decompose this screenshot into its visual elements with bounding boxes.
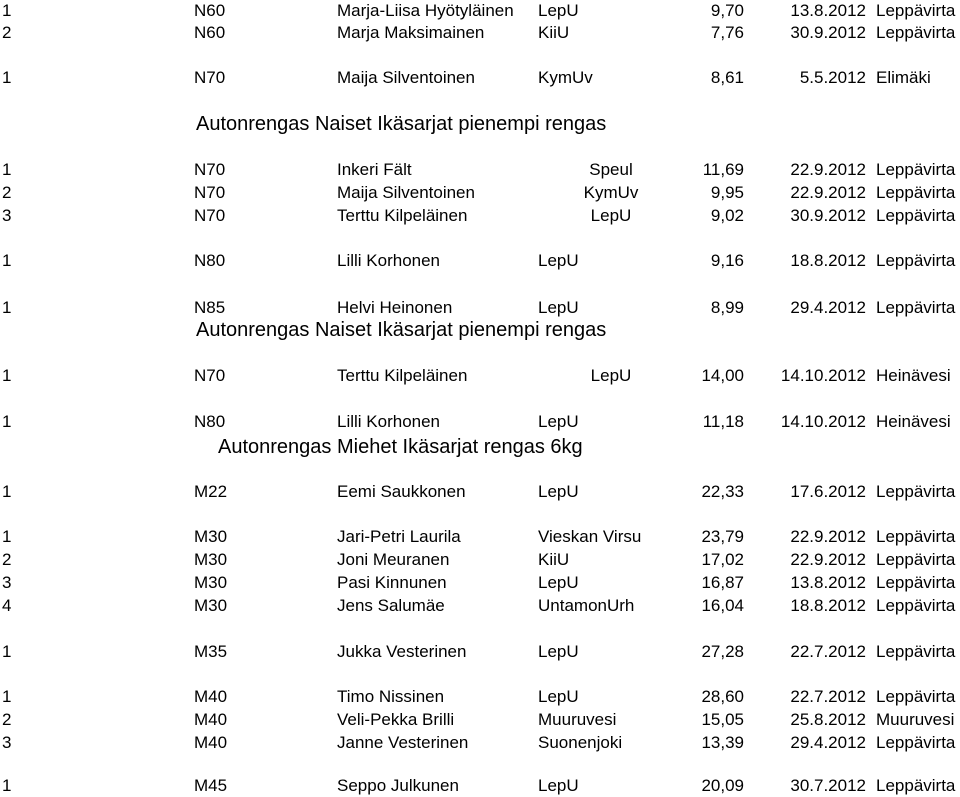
result-cell: 9,70 [710,1,744,20]
place-cell: 1 [2,298,12,317]
club-cell: KymUv [583,183,639,202]
date-cell: 13.8.2012 [790,1,866,20]
table-row [0,159,960,181]
name-cell: Marja Maksimainen [337,23,485,42]
result-cell: 11,69 [702,160,744,179]
table-row [0,641,960,663]
club-cell: LepU [590,366,632,385]
venue-cell: Leppävirta [876,596,956,615]
class-cell: N70 [194,206,226,225]
venue-cell: Leppävirta [876,482,956,501]
result-cell: 14,00 [701,366,744,385]
name-cell: Terttu Kilpeläinen [337,206,468,225]
result-cell: 13,39 [701,733,744,752]
club-cell: KymUv [538,68,593,87]
place-cell: 3 [2,573,12,592]
date-cell: 22.9.2012 [790,183,866,202]
class-cell: M45 [194,776,228,795]
class-cell: M30 [194,596,228,615]
class-cell: N70 [194,366,226,385]
venue-cell: Leppävirta [876,776,956,795]
venue-cell: Heinävesi [876,412,951,431]
table-row [0,709,960,731]
table-row [0,22,960,44]
date-cell: 18.8.2012 [790,251,866,270]
result-cell: 8,61 [710,68,744,87]
venue-cell: Leppävirta [876,642,956,661]
class-cell: N80 [194,251,226,270]
class-cell: M30 [194,550,228,569]
venue-cell: Leppävirta [876,183,956,202]
class-cell: M40 [194,710,228,729]
club-cell: Suonenjoki [538,733,623,752]
venue-cell: Leppävirta [876,733,956,752]
result-cell: 27,28 [701,642,744,661]
table-row [0,526,960,548]
club-cell: Speul [589,160,633,179]
result-cell: 7,76 [710,23,744,42]
table-row [0,572,960,594]
table-row [0,250,960,272]
place-cell: 3 [2,206,12,225]
place-cell: 1 [2,160,12,179]
name-cell: Seppo Julkunen [337,776,459,795]
result-cell: 9,02 [710,206,744,225]
name-cell: Helvi Heinonen [337,298,453,317]
club-cell: LepU [538,298,579,317]
name-cell: Lilli Korhonen [337,412,441,431]
date-cell: 29.4.2012 [790,298,866,317]
place-cell: 1 [2,251,12,270]
venue-cell: Leppävirta [876,527,956,546]
result-cell: 9,16 [710,251,744,270]
date-cell: 5.5.2012 [799,68,866,87]
name-cell: Janne Vesterinen [337,733,469,752]
place-cell: 1 [2,68,12,87]
table-row [0,595,960,617]
venue-cell: Muuruvesi [876,710,955,729]
date-cell: 22.7.2012 [790,687,866,706]
date-cell: 22.9.2012 [790,527,866,546]
venue-cell: Heinävesi [876,366,951,385]
result-cell: 20,09 [701,776,744,795]
venue-cell: Leppävirta [876,573,956,592]
result-cell: 28,60 [701,687,744,706]
club-cell: LepU [538,776,579,795]
place-cell: 1 [2,642,12,661]
date-cell: 22.9.2012 [790,160,866,179]
venue-cell: Elimäki [876,68,931,87]
date-cell: 30.7.2012 [790,776,866,795]
club-cell: KiiU [538,23,570,42]
table-row [0,0,960,22]
name-cell: Marja-Liisa Hyötyläinen [337,1,514,20]
class-cell: M30 [194,527,228,546]
class-cell: M22 [194,482,228,501]
name-cell: Joni Meuranen [337,550,450,569]
result-cell: 8,99 [710,298,744,317]
section-heading: Autonrengas Naiset Ikäsarjat pienempi rengas [196,319,607,341]
name-cell: Maija Silventoinen [337,68,475,87]
class-cell: M40 [194,687,228,706]
place-cell: 2 [2,183,12,202]
club-cell: LepU [538,412,579,431]
date-cell: 14.10.2012 [780,412,866,431]
place-cell: 3 [2,733,12,752]
table-row [0,481,960,503]
result-cell: 15,05 [701,710,744,729]
date-cell: 17.6.2012 [790,482,866,501]
date-cell: 22.7.2012 [790,642,866,661]
club-cell: LepU [538,251,579,270]
table-row [0,182,960,204]
place-cell: 4 [2,596,12,615]
date-cell: 13.8.2012 [790,573,866,592]
table-row [0,411,960,433]
name-cell: Lilli Korhonen [337,251,441,270]
club-cell: LepU [538,642,579,661]
club-cell: Muuruvesi [538,710,617,729]
place-cell: 1 [2,527,12,546]
place-cell: 1 [2,1,12,20]
venue-cell: Leppävirta [876,160,956,179]
date-cell: 14.10.2012 [780,366,866,385]
result-cell: 16,04 [701,596,744,615]
venue-cell: Leppävirta [876,1,956,20]
name-cell: Eemi Saukkonen [337,482,466,501]
place-cell: 2 [2,710,12,729]
result-cell: 22,33 [701,482,744,501]
venue-cell: Leppävirta [876,687,956,706]
venue-cell: Leppävirta [876,23,956,42]
class-cell: N60 [194,1,226,20]
result-cell: 23,79 [701,527,744,546]
class-cell: M35 [194,642,228,661]
club-cell: KiiU [538,550,570,569]
place-cell: 1 [2,687,12,706]
result-cell: 11,18 [702,412,744,431]
class-cell: N60 [194,23,226,42]
table-row [0,686,960,708]
date-cell: 30.9.2012 [790,23,866,42]
name-cell: Inkeri Fält [337,160,412,179]
result-cell: 9,95 [710,183,744,202]
club-cell: LepU [538,482,579,501]
name-cell: Maija Silventoinen [337,183,475,202]
table-row [0,365,960,387]
name-cell: Timo Nissinen [337,687,445,706]
class-cell: N70 [194,183,226,202]
place-cell: 1 [2,366,12,385]
venue-cell: Leppävirta [876,206,956,225]
table-row [0,775,960,797]
table-row [0,732,960,754]
table-row [0,297,960,319]
date-cell: 29.4.2012 [790,733,866,752]
name-cell: Terttu Kilpeläinen [337,366,468,385]
class-cell: M30 [194,573,228,592]
venue-cell: Leppävirta [876,550,956,569]
club-cell: UntamonUrh [538,596,635,615]
result-cell: 17,02 [701,550,744,569]
place-cell: 2 [2,550,12,569]
name-cell: Jukka Vesterinen [337,642,467,661]
section-heading: Autonrengas Miehet Ikäsarjat rengas 6kg [218,436,583,458]
venue-cell: Leppävirta [876,251,956,270]
name-cell: Veli-Pekka Brilli [337,710,455,729]
class-cell: N80 [194,412,226,431]
class-cell: N70 [194,68,226,87]
class-cell: M40 [194,733,228,752]
name-cell: Jari-Petri Laurila [337,527,461,546]
date-cell: 18.8.2012 [790,596,866,615]
table-row [0,205,960,227]
name-cell: Pasi Kinnunen [337,573,447,592]
table-row [0,67,960,89]
name-cell: Jens Salumäe [337,596,445,615]
place-cell: 1 [2,482,12,501]
class-cell: N85 [194,298,226,317]
date-cell: 22.9.2012 [790,550,866,569]
place-cell: 1 [2,412,12,431]
club-cell: LepU [538,1,579,20]
class-cell: N70 [194,160,226,179]
club-cell: LepU [538,687,579,706]
section-heading: Autonrengas Naiset Ikäsarjat pienempi rengas [196,113,607,135]
club-cell: LepU [538,573,579,592]
place-cell: 1 [2,776,12,795]
result-cell: 16,87 [701,573,744,592]
date-cell: 25.8.2012 [790,710,866,729]
club-cell: Vieskan Virsu [538,527,642,546]
club-cell: LepU [590,206,632,225]
date-cell: 30.9.2012 [790,206,866,225]
place-cell: 2 [2,23,12,42]
venue-cell: Leppävirta [876,298,956,317]
table-row [0,549,960,571]
